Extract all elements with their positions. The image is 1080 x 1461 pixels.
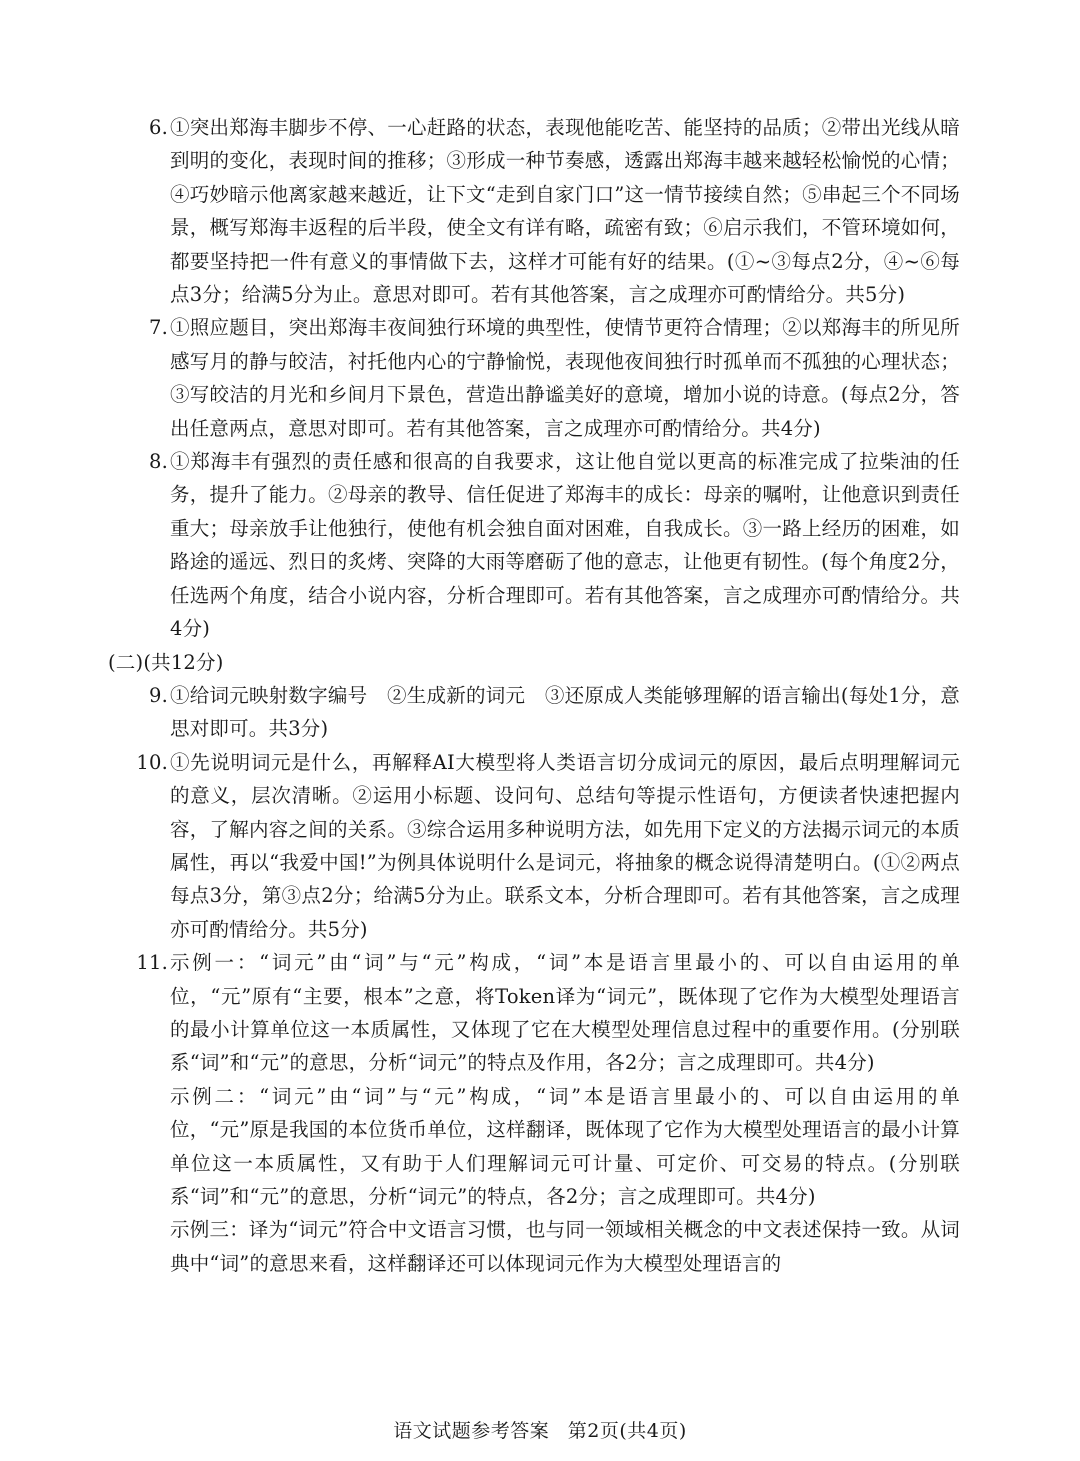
item-number: 6. [148, 116, 168, 139]
item-number: 10. [136, 750, 168, 774]
footer-title: 语文试题参考答案 [393, 1420, 550, 1442]
section-header: (二)(共12分) [108, 650, 224, 674]
answer-item-10 [130, 746, 960, 946]
footer-page-number: 第2页(共4页) [567, 1420, 687, 1442]
page-footer [0, 1416, 1080, 1443]
example-three: 示例三：译为“词元”符合中文语言习惯，也与同一领域相关概念的中文表述保持一致。从词典中“词”的意思来看，这样翻译还可以体现词元作为大模型处理语言的 [170, 1218, 960, 1275]
item-text: ①突出郑海丰脚步不停、一心赶路的状态，表现他能吃苦、能坚持的品质；②带出光线从暗到明的变化，表现时间的推移；③形成一种节奏感，透露出郑海丰越来越轻松愉悦的心情；④巧妙暗示他离家越来越近，让下文“走到自家门口”这一情节接续自然；⑤串起三个不同场景，概写郑海丰返程的后半段，使全文有详有略，疏密有致；⑥启示我们，不管环境如何，都要坚持把一件有意义的事情做下去，这样才可能有好的结果。(①~③每点2分，④~⑥每点3分；给满5分为止。意思对即可。若有其他答案，言之成理亦可酌情给分。共5分) [170, 116, 960, 307]
answer-item-7 [130, 311, 960, 445]
answer-item-6 [130, 111, 960, 311]
item-text: ①先说明词元是什么，再解释AI大模型将人类语言切分成词元的原因，最后点明理解词元的意义，层次清晰。②运用小标题、设问句、总结句等提示性语句，方便读者快速把握内容，了解内容之间的关系。③综合运用多种说明方法，如先用下定义的方法揭示词元的本质属性，再以“我爱中国!”为例具体说明什么是词元，将抽象的概念说得清楚明白。(①②两点每点3分，第③点2分；给满5分为止。联系文本，分析合理即可。若有其他答案，言之成理亦可酌情给分。共5分) [170, 750, 960, 941]
item-number: 8. [148, 450, 168, 474]
answer-item-8 [130, 445, 960, 645]
item-number: 9. [148, 683, 168, 707]
item-number: 7. [148, 316, 168, 340]
item-text: ①给词元映射数字编号 ②生成新的词元 ③还原成人类能够理解的语言输出(每处1分，意思对即可。共3分) [170, 683, 960, 741]
example-one: 示例一：“词元”由“词”与“元”构成，“词”本是语言里最小的、可以自由运用的单位，“元”原有“主要，根本”之意，将Token译为“词元”，既体现了它作为大模型处理语言的最小计算单位这一本质属性，又体现了它在大模型处理信息过程中的重要作用。(分别联系“词”和“元”的意思，分析“词元”的特点及作用，各2分；言之成理即可。共4分) [170, 951, 960, 1075]
answer-item-11 [130, 946, 960, 1280]
answer-item-9 [130, 679, 960, 746]
item-text: ①郑海丰有强烈的责任感和很高的自我要求，这让他自觉以更高的标准完成了拉柴油的任务，提升了能力。②母亲的教导、信任促进了郑海丰的成长：母亲的嘱咐，让他意识到责任重大；母亲放手让他独行，使他有机会独自面对困难，自我成长。③一路上经历的困难，如路途的遥远、烈日的炙烤、突降的大雨等磨砺了他的意志，让他更有韧性。(每个角度2分，任选两个角度，结合小说内容，分析合理即可。若有其他答案，言之成理亦可酌情给分。共4分) [170, 450, 960, 641]
item-number: 11. [136, 951, 168, 975]
answer-content [108, 111, 960, 1280]
example-two: 示例二：“词元”由“词”与“元”构成，“词”本是语言里最小的、可以自由运用的单位，“元”原是我国的本位货币单位，这样翻译，既体现了它作为大模型处理语言的最小计算单位这一本质属性，又有助于人们理解词元可计量、可定价、可交易的特点。(分别联系“词”和“元”的意思，分析“词元”的特点，各2分；言之成理即可。共4分) [170, 1084, 960, 1208]
item-text: ①照应题目，突出郑海丰夜间独行环境的典型性，使情节更符合情理；②以郑海丰的所见所感写月的静与皎洁，衬托他内心的宁静愉悦，表现他夜间独行时孤单而不孤独的心理状态；③写皎洁的月光和乡间月下景色，营造出静谧美好的意境，增加小说的诗意。(每点2分，答出任意两点，意思对即可。若有其他答案，言之成理亦可酌情给分。共4分) [170, 316, 960, 440]
